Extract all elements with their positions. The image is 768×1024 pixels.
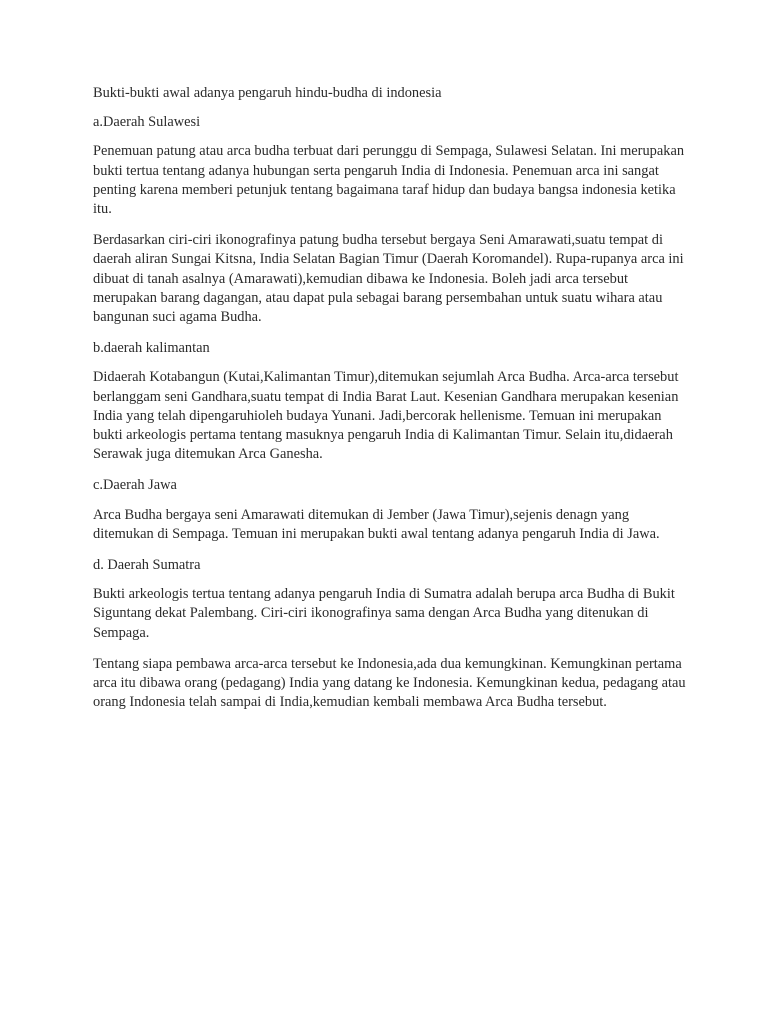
document-page [93,84,689,724]
paragraph: Bukti arkeologis tertua tentang adanya pengaruh India di Sumatra adalah berupa arca Budha di Bukit Siguntang dekat Palembang. Ciri-ciri ikonografinya sama dengan Arca Budha yang ditenukan di Sempaga. [93,586,675,641]
section-heading-sulawesi: a.Daerah Sulawesi [93,114,201,131]
section-heading-kalimantan: b.daerah kalimantan [93,340,210,357]
paragraph: Berdasarkan ciri-ciri ikonografinya patung budha tersebut bergaya Seni Amarawati,suatu tempat di daerah aliran Sungai Kitsna, India Selatan Bagian Timur (Daerah Koromandel). Rupa-rupanya arca ini dibuat di tanah asalnya (Amarawati),kemudian dibawa ke Indonesia. Boleh jadi arca tersebut merupakan barang dagangan, atau dapat pula sebagai barang persembahan untuk suatu wihara atau bangunan suci agama Budha. [93,232,684,326]
section-heading-jawa: c.Daerah Jawa [93,477,177,494]
document-title: Bukti-bukti awal adanya pengaruh hindu-budha di indonesia [93,85,442,101]
paragraph: Penemuan patung atau arca budha terbuat dari perunggu di Sempaga, Sulawesi Selatan. Ini merupakan bukti tertua tentang adanya hubungan serta pengaruh India di Indonesia. Penemuan arca ini sangat penting karena memberi petunjuk tentang bagaimana taraf hidup dan budaya bangsa indonesia ketika itu. [93,143,685,218]
paragraph: Arca Budha bergaya seni Amarawati ditemukan di Jember (Jawa Timur),sejenis denagn yang ditemukan di Sempaga. Temuan ini merupakan bukti awal tentang adanya pengaruh India di Jawa. [93,506,660,542]
paragraph: Didaerah Kotabangun (Kutai,Kalimantan Timur),ditemukan sejumlah Arca Budha. Arca-arca tersebut berlanggam seni Gandhara,suatu tempat di India Barat Laut. Kesenian Gandhara merupakan kesenian India yang telah dipengaruhioleh budaya Yunani. Jadi,bercorak hellenisme. Temuan ini merupakan bukti arkeologis pertama tentang masuknya pengaruh India di Kalimantan Timur. Selain itu,didaerah Serawak juga ditemukan Arca Ganesha. [93,369,679,463]
paragraph: Tentang siapa pembawa arca-arca tersebut ke Indonesia,ada dua kemungkinan. Kemungkinan pertama arca itu dibawa orang (pedagang) India yang datang ke Indonesia. Kemungkinan kedua, pedagang atau orang Indonesia telah sampai di India,kemudian kembali membawa Arca Budha tersebut. [93,655,686,711]
section-heading-sumatra: d. Daerah Sumatra [93,557,201,574]
